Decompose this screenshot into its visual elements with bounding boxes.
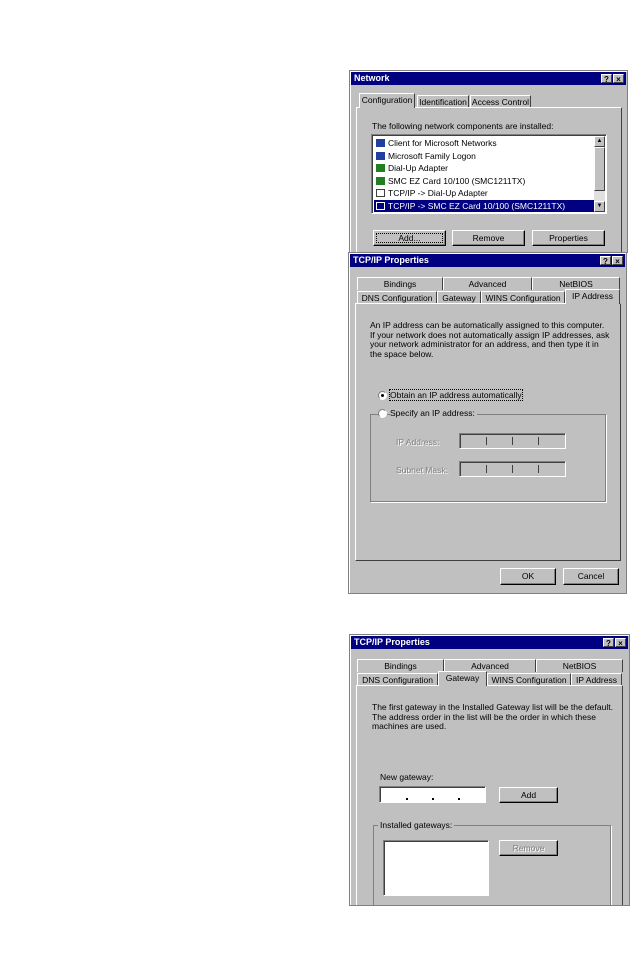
scroll-up-button[interactable] xyxy=(594,136,605,147)
adapter-icon xyxy=(376,177,385,185)
tab-netbios[interactable]: NetBIOS xyxy=(532,277,620,290)
remove-button[interactable]: Remove xyxy=(452,230,525,246)
tab-wins-configuration[interactable]: WINS Configuration xyxy=(481,291,565,304)
close-icon: × xyxy=(615,257,620,266)
close-button[interactable] xyxy=(612,256,623,265)
network-dialog xyxy=(349,70,628,253)
tcpip-title: TCP/IP Properties xyxy=(354,637,430,647)
protocol-icon xyxy=(376,202,385,210)
list-item-selected[interactable]: TCP/IP -> SMC EZ Card 10/100 (SMC1211TX) xyxy=(374,200,594,213)
components-list[interactable] xyxy=(371,134,607,214)
list-item[interactable]: TCP/IP -> Dial-Up Adapter xyxy=(374,187,594,200)
chevron-up-icon: ▲ xyxy=(596,138,603,144)
properties-button[interactable]: Properties xyxy=(532,230,605,246)
list-item[interactable]: Client for Microsoft Networks xyxy=(374,137,594,150)
tab-netbios[interactable]: NetBIOS xyxy=(536,659,623,672)
add-button[interactable]: Add... xyxy=(373,230,446,246)
close-button[interactable] xyxy=(613,74,624,83)
scroll-thumb[interactable] xyxy=(594,147,605,191)
subnet-mask-field[interactable] xyxy=(459,461,566,477)
new-gateway-field[interactable] xyxy=(379,786,486,803)
tab-bindings[interactable]: Bindings xyxy=(357,277,443,290)
tab-gateway[interactable]: Gateway xyxy=(438,671,487,686)
list-scrollbar[interactable] xyxy=(594,136,605,212)
protocol-icon xyxy=(376,189,385,197)
tab-advanced[interactable]: Advanced xyxy=(443,277,532,290)
specify-ip-label[interactable]: Specify an IP address: xyxy=(390,408,475,418)
list-item[interactable]: SMC EZ Card 10/100 (SMC1211TX) xyxy=(374,175,594,188)
installed-gateways-list[interactable] xyxy=(383,840,489,896)
gateway-description: The first gateway in the Installed Gateway list will be the default. The address order in the list will be the order in which these machines are used. xyxy=(372,702,613,731)
ip-address-label: IP Address: xyxy=(396,437,440,447)
ok-button[interactable]: OK xyxy=(500,568,556,585)
cancel-button[interactable]: Cancel xyxy=(563,568,619,585)
subnet-mask-label: Subnet Mask: xyxy=(396,465,448,475)
help-button[interactable] xyxy=(601,74,612,83)
list-item[interactable]: Dial-Up Adapter xyxy=(374,162,594,175)
obtain-auto-radio[interactable] xyxy=(378,391,387,400)
remove-gateway-button[interactable]: Remove xyxy=(499,840,558,856)
tcpip-titlebar[interactable] xyxy=(351,636,628,649)
ip-description: An IP address can be automatically assigned to this computer. If your network does not automatically assign IP addresses, ask your network administrator for an address, and then type it in the space below. xyxy=(370,320,610,359)
obtain-auto-label[interactable]: Obtain an IP address automatically xyxy=(390,390,522,400)
tcpip-titlebar[interactable] xyxy=(350,254,625,267)
network-titlebar[interactable] xyxy=(351,72,626,85)
help-icon: ? xyxy=(603,257,608,266)
add-gateway-button[interactable]: Add xyxy=(499,787,558,803)
gateway-panel xyxy=(356,685,623,906)
adapter-icon xyxy=(376,164,385,172)
help-button[interactable] xyxy=(600,256,611,265)
chevron-down-icon: ▼ xyxy=(596,203,603,209)
ip-address-panel xyxy=(355,303,621,561)
tab-bindings[interactable]: Bindings xyxy=(357,659,444,672)
tab-identification[interactable]: Identification xyxy=(417,95,469,108)
help-icon: ? xyxy=(604,75,609,84)
ip-address-field[interactable] xyxy=(459,433,566,449)
installed-gateways-label: Installed gateways: xyxy=(380,820,453,830)
specify-ip-radio[interactable] xyxy=(378,409,387,418)
help-button[interactable] xyxy=(603,638,614,647)
tab-access-control[interactable]: Access Control xyxy=(471,97,530,107)
tab-dns-configuration[interactable]: DNS Configuration xyxy=(357,673,438,686)
tab-dns-configuration[interactable]: DNS Configuration xyxy=(357,291,437,304)
client-icon xyxy=(376,152,385,160)
list-item[interactable]: Microsoft Family Logon xyxy=(374,150,594,163)
tab-gateway[interactable]: Gateway xyxy=(437,291,481,304)
tcpip-title: TCP/IP Properties xyxy=(353,255,429,265)
close-icon: × xyxy=(616,75,621,84)
network-title: Network xyxy=(354,73,390,83)
tab-ip-address[interactable]: IP Address xyxy=(571,673,622,686)
new-gateway-label: New gateway: xyxy=(380,772,434,782)
tcpip-gateway-dialog xyxy=(349,634,630,906)
scroll-down-button[interactable] xyxy=(594,201,605,212)
close-button[interactable] xyxy=(615,638,626,647)
close-icon: × xyxy=(618,639,623,648)
specify-ip-group xyxy=(370,414,606,502)
tab-advanced[interactable]: Advanced xyxy=(444,659,536,672)
tab-wins-configuration[interactable]: WINS Configuration xyxy=(487,673,571,686)
tab-ip-address[interactable]: IP Address xyxy=(565,289,620,304)
help-icon: ? xyxy=(606,639,611,648)
tcpip-ip-dialog xyxy=(348,252,627,594)
tab-configuration[interactable]: Configuration xyxy=(359,93,415,108)
configuration-panel xyxy=(356,107,622,253)
client-icon xyxy=(376,139,385,147)
installed-components-label: The following network components are installed: xyxy=(372,121,554,131)
